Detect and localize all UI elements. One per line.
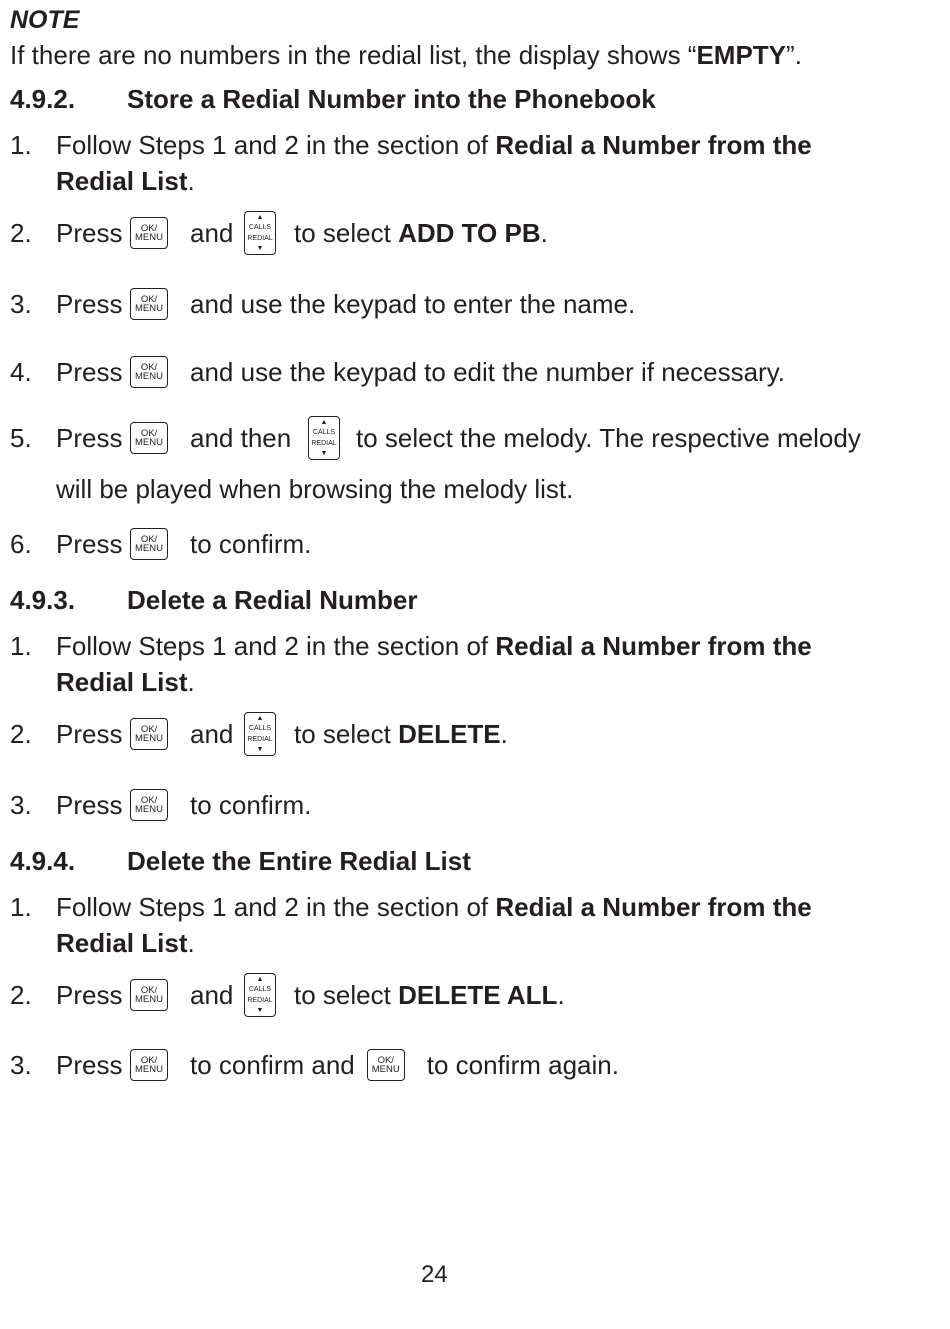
ok-menu-key-icon: OK/ MENU (130, 1049, 168, 1081)
manual-page: NOTE If there are no numbers in the redial list, the display shows “EMPTY”. 4.9.2. Store a Redial Number into the Phonebook 1. Follow Steps 1 and 2 in the section of Redial a Number from the Redial List. 2. Press OK/ MENU and ▲ CALLS REDIAL ▼ to select ADD TO PB. 3. Press OK/ MENU and use the keypad to enter the name. 4. Press OK/ MENU and use the keypad to edit the number if necessary. 5. Press OK/ MENU and then ▲ CALLS REDIAL ▼ to select the melody. The respective melody will be played when browsing the melody list. 6. Press OK/ MENU to confirm. 4.9.3. Delete a Redial Number 1. Follow Steps 1 and 2 in the section of Redial a Number from the Redial List. 2. Press OK/ MENU and ▲ CALLS REDIAL ▼ to select DELETE. 3. Press OK/ MENU to confirm. 4.9.4. Delete the Entire Redial List 1. Follow Steps 1 and 2 in the section of Redial a Number from the Redial List. 2. Press OK/ MENU and ▲ CALLS REDIAL ▼ to select DELETE ALL. 3. Press OK/ MENU to confirm and OK/ MENU to confirm again. 24 (10, 6, 861, 1288)
step-5: 5. Press OK/ MENU and then ▲ CALLS REDIAL ▼ to select the melody. The respective melody (10, 413, 861, 463)
ok-menu-key-icon: OK/ MENU (130, 217, 168, 249)
section-heading: 4.9.3. Delete a Redial Number (10, 585, 418, 615)
ok-menu-key-icon: OK/ MENU (130, 422, 168, 454)
step-3: 3. Press OK/ MENU to confirm. (10, 790, 312, 820)
ok-menu-key-icon: OK/ MENU (367, 1049, 405, 1081)
step-3: 3. Press OK/ MENU to confirm and OK/ MENU to confirm again. (10, 1050, 619, 1080)
ok-menu-key-icon: OK/ MENU (130, 356, 168, 388)
ok-menu-key-icon: OK/ MENU (130, 979, 168, 1011)
note-label: NOTE (10, 6, 80, 34)
page-number: 24 (421, 1261, 448, 1288)
ok-menu-key-icon: OK/ MENU (130, 288, 168, 320)
calls-redial-key-icon: ▲ CALLS REDIAL ▼ (244, 211, 276, 255)
note-text: If there are no numbers in the redial list, the display shows “EMPTY”. (10, 40, 802, 70)
step-2: 2. Press OK/ MENU and ▲ CALLS REDIAL ▼ to select ADD TO PB. (10, 208, 548, 258)
step-2: 2. Press OK/ MENU and ▲ CALLS REDIAL ▼ to select DELETE ALL. (10, 970, 565, 1020)
step-4: 4. Press OK/ MENU and use the keypad to edit the number if necessary. (10, 357, 785, 387)
ok-menu-key-icon: OK/ MENU (130, 718, 168, 750)
section-heading: 4.9.2. Store a Redial Number into the Phonebook (10, 84, 656, 114)
calls-redial-key-icon: ▲ CALLS REDIAL ▼ (308, 416, 340, 460)
calls-redial-key-icon: ▲ CALLS REDIAL ▼ (244, 712, 276, 756)
ok-menu-key-icon: OK/ MENU (130, 789, 168, 821)
step-2: 2. Press OK/ MENU and ▲ CALLS REDIAL ▼ to select DELETE. (10, 709, 508, 759)
step-5-continued: will be played when browsing the melody list. (56, 474, 574, 504)
step-6: 6. Press OK/ MENU to confirm. (10, 529, 312, 559)
step-3: 3. Press OK/ MENU and use the keypad to enter the name. (10, 289, 636, 319)
calls-redial-key-icon: ▲ CALLS REDIAL ▼ (244, 973, 276, 1017)
section-heading: 4.9.4. Delete the Entire Redial List (10, 846, 471, 876)
ok-menu-key-icon: OK/ MENU (130, 528, 168, 560)
